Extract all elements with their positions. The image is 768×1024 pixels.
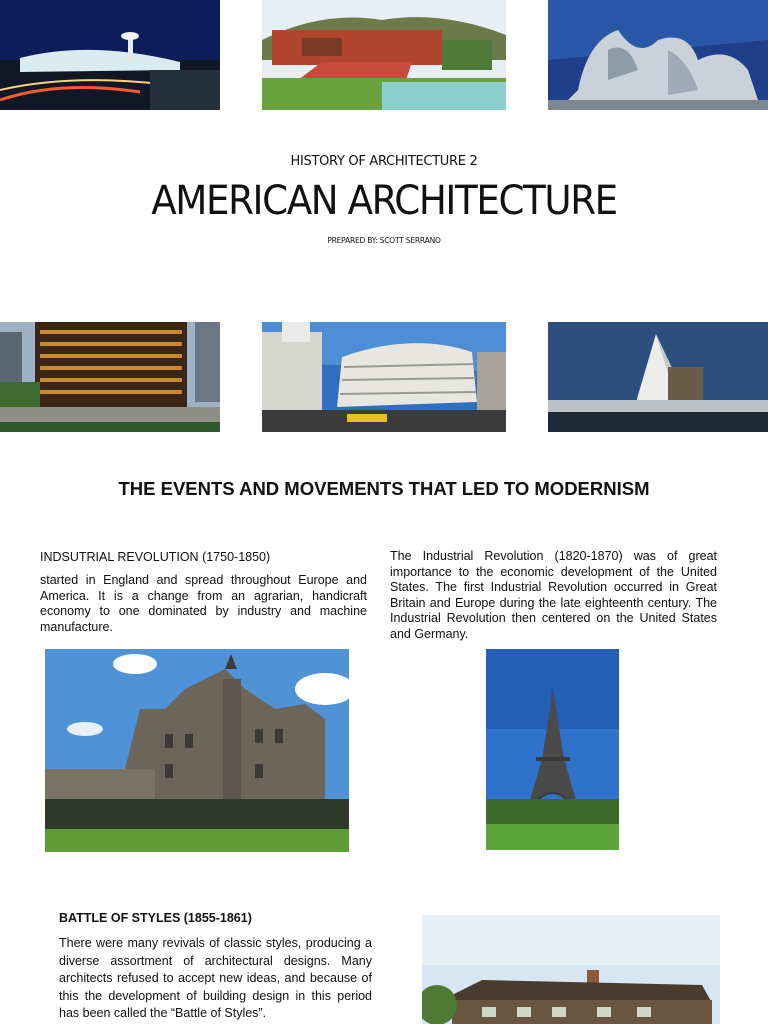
industrial-heading bbox=[40, 550, 270, 564]
photo-guggenheim bbox=[262, 322, 506, 432]
page-title: AMERICAN ARCHITECTURE bbox=[151, 178, 617, 224]
battle-body: There were many revivals of classic styles, producing a diverse assortment of architectural designs. Many architects refused to accept new ideas, and because of this the development of building design in this period has been called the “Battle of Styles”. bbox=[59, 936, 372, 1020]
section-heading: THE EVENTS AND MOVEMENTS THAT LED TO MODERNISM bbox=[118, 478, 650, 499]
photo-gothic-castle bbox=[45, 649, 349, 852]
byline: PREPARED BY: SCOTT SERRANO bbox=[327, 236, 441, 245]
industrial-right-term: Industrial Revolution bbox=[422, 549, 544, 563]
industrial-right-rest: (1820-1870) was of great importance to the economic development of the United States. The first Industrial Revolution occurred in Great Britain and Europe during the late eighteenth century. The Industrial Revolution then centered on the United States and Germany. bbox=[390, 549, 717, 641]
battle-heading: BATTLE OF STYLES (1855-1861) bbox=[59, 911, 252, 925]
photo-disney-concert-hall bbox=[548, 0, 768, 110]
photo-craftsman-house bbox=[422, 915, 720, 1024]
photo-taliesin-west bbox=[262, 0, 506, 110]
kicker-text: HISTORY OF ARCHITECTURE 2 bbox=[290, 154, 478, 169]
industrial-heading-label: INDSUTRIAL REVOLUTION bbox=[40, 550, 199, 564]
industrial-right-body bbox=[390, 549, 717, 643]
industrial-body: started in England and spread throughout Europe and America. It is a change from an agrarian, handicraft economy to one dominated by industry and machine manufacture. bbox=[40, 573, 367, 634]
photo-airport-terminal-night bbox=[0, 0, 220, 110]
photo-eiffel-tower bbox=[486, 649, 619, 850]
industrial-right-intro: The bbox=[390, 549, 423, 563]
photo-modern-building-dusk bbox=[548, 322, 768, 432]
photo-seagram-building bbox=[0, 322, 220, 432]
industrial-heading-years: (1750-1850) bbox=[198, 550, 271, 564]
